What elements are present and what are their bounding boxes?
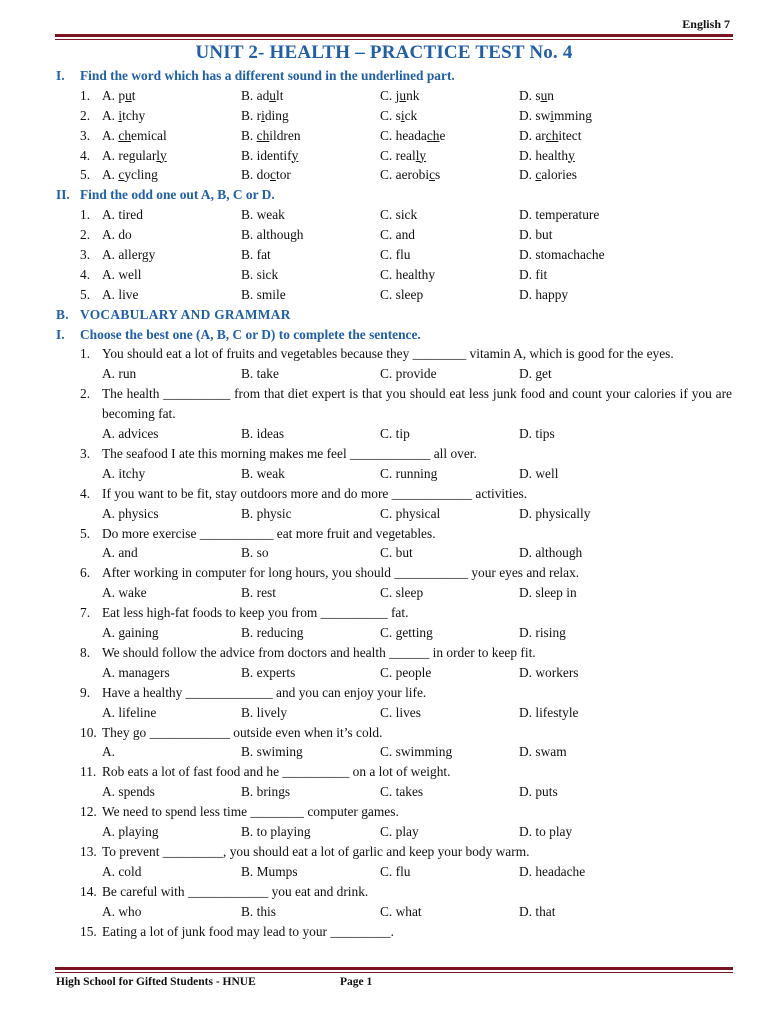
answer-options [56, 902, 732, 922]
answer-option: A. advices [102, 426, 159, 442]
answer-option-a [102, 86, 241, 106]
answer-option: C. and [380, 227, 415, 243]
answer-options [102, 285, 659, 305]
footer-page-number: Page 1 [340, 976, 373, 988]
option-text: D. health [519, 147, 569, 163]
question-text: To prevent _________, you should eat a lot of garlic and keep your body warm. [102, 843, 530, 859]
answer-option: C. lives [380, 704, 421, 720]
question-number: 2. [80, 386, 91, 402]
underlined-part: ly [415, 147, 427, 163]
answer-option: C. getting [380, 625, 433, 641]
option-text: s [435, 167, 441, 183]
question-number-cell [56, 802, 102, 822]
answer-option: B. to playing [241, 824, 311, 840]
answer-option: D. happy [519, 286, 569, 302]
question-number: 1. [80, 346, 91, 362]
question [56, 524, 732, 544]
question-number-cell [56, 384, 102, 424]
answer-option-b [241, 126, 380, 146]
question-number: 13. [80, 843, 97, 859]
answer-option-c [380, 106, 519, 126]
answer-option: A. itchy [102, 465, 146, 481]
option-text: C. s [380, 107, 401, 123]
question-number: 3. [80, 247, 91, 263]
question-number: 4. [80, 266, 91, 282]
question-number: 4. [80, 147, 91, 163]
answer-option: D. swam [519, 744, 567, 760]
answer-options [102, 146, 659, 166]
answer-options [102, 86, 659, 106]
answer-options [56, 424, 732, 444]
answer-option-d [519, 165, 659, 185]
footer-divider [55, 967, 733, 970]
question [56, 603, 732, 623]
question-text: Rob eats a lot of fast food and he __________ on a lot of weight. [102, 764, 451, 780]
underlined-part: i [400, 107, 405, 123]
question-row [56, 245, 732, 265]
answer-option-a [102, 146, 241, 166]
underlined-part: i [550, 107, 554, 123]
question [56, 484, 732, 504]
option-text: alories [541, 167, 578, 183]
question [56, 723, 732, 743]
underlined-part: y [568, 147, 575, 163]
question-number-cell [56, 285, 102, 305]
question-text: Be careful with ____________ you eat and drink. [102, 883, 369, 899]
answer-options [102, 106, 659, 126]
underlined-part: ch [545, 127, 559, 143]
answer-option: D. temperature [519, 207, 600, 223]
answer-option: C. flu [380, 863, 411, 879]
question-number-cell [56, 245, 102, 265]
question-number-cell [56, 563, 102, 583]
question-text: If you want to be fit, stay outdoors more and do more ____________ activities. [102, 485, 528, 501]
option-text: tor [275, 167, 291, 183]
answer-option: D. lifestyle [519, 704, 579, 720]
page-title: UNIT 2- HEALTH – PRACTICE TEST No. 4 [195, 42, 573, 63]
option-text: tchy [122, 107, 146, 123]
answer-option: A. playing [102, 824, 159, 840]
question-number: 5. [80, 286, 91, 302]
underlined-part: i [118, 107, 123, 123]
question-row [56, 285, 732, 305]
answer-option: A. [102, 744, 116, 760]
underlined-part: ch [256, 127, 270, 143]
answer-options [56, 822, 732, 842]
answer-option-c [380, 86, 519, 106]
worksheet-content [56, 66, 732, 941]
option-text: B. r [241, 107, 262, 123]
underlined-part: y [291, 147, 299, 163]
question-number-cell [56, 842, 102, 862]
option-text: B. identif [241, 147, 292, 163]
answer-option: D. to play [519, 824, 573, 840]
question-text: They go ____________ outside even when it’s cold. [102, 724, 383, 740]
answer-option-b [241, 165, 380, 185]
answer-option: D. headache [519, 863, 586, 879]
answer-option: B. this [241, 903, 276, 919]
question-number-cell [56, 265, 102, 285]
option-text: A. p [102, 87, 126, 103]
answer-option: B. physic [241, 505, 292, 521]
option-text: C. aerobi [380, 167, 430, 183]
section-title: Find the word which has a different sound in the underlined part. [80, 68, 455, 83]
question-number-cell [56, 643, 102, 663]
question-number: 1. [80, 207, 91, 223]
question-number: 3. [80, 127, 91, 143]
option-text: mming [553, 107, 592, 123]
answer-options [102, 205, 659, 225]
question-number-cell [56, 225, 102, 245]
question-row [56, 205, 732, 225]
option-text: A. [102, 107, 119, 123]
answer-option-a [102, 165, 241, 185]
question-number: 10. [80, 724, 97, 740]
option-text: D. s [519, 87, 541, 103]
answer-option: C. play [380, 824, 419, 840]
answer-option: B. fat [241, 247, 271, 263]
question [56, 444, 732, 464]
footer-divider-thin [55, 972, 733, 973]
question-row [56, 146, 732, 166]
answer-option-b [241, 146, 380, 166]
answer-option: B. take [241, 366, 279, 382]
question-text: Eat less high-fat foods to keep you from __________ fat. [102, 605, 409, 621]
question-number: 4. [80, 485, 91, 501]
answer-option: D. fit [519, 266, 548, 282]
answer-options [56, 782, 732, 802]
option-text: t [131, 87, 136, 103]
question [56, 882, 732, 902]
option-text: A. [102, 127, 119, 143]
question-number: 7. [80, 605, 91, 621]
answer-option: A. cold [102, 863, 142, 879]
question-text: After working in computer for long hours, you should ___________ your eyes and relax. [102, 565, 580, 581]
question-number: 3. [80, 445, 91, 461]
underlined-part: c [270, 167, 276, 183]
answer-option: B. lively [241, 704, 288, 720]
question-number: 5. [80, 525, 91, 541]
question [56, 922, 732, 942]
underlined-part: u [540, 87, 548, 103]
answer-option: B. brings [241, 784, 291, 800]
answer-option: B. smile [241, 286, 286, 302]
answer-option: D. workers [519, 664, 579, 680]
answer-option: D. physically [519, 505, 591, 521]
answer-options [102, 126, 659, 146]
answer-option: B. sick [241, 266, 279, 282]
answer-options [56, 464, 732, 484]
answer-options [102, 265, 659, 285]
underlined-part: i [261, 107, 265, 123]
answer-options [102, 245, 659, 265]
option-text: C. heada [380, 127, 427, 143]
question-number-cell [56, 603, 102, 623]
question-number-cell [56, 762, 102, 782]
answer-option: D. sleep in [519, 585, 577, 601]
underlined-part: c [118, 167, 125, 183]
question [56, 683, 732, 703]
answer-option: B. weak [241, 207, 285, 223]
answer-option: A. spends [102, 784, 155, 800]
answer-option: D. well [519, 465, 559, 481]
answer-option: D. puts [519, 784, 558, 800]
answer-option-d [519, 86, 659, 106]
answer-option: D. tips [519, 426, 555, 442]
section-title: Choose the best one (A, B, C or D) to complete the sentence. [80, 326, 421, 342]
question-number-cell [56, 106, 102, 126]
option-text: D. sw [519, 107, 551, 123]
answer-option-c [380, 165, 519, 185]
question-row [56, 86, 732, 106]
answer-option: B. ideas [241, 426, 285, 442]
answer-option: A. lifeline [102, 704, 157, 720]
question-row [56, 165, 732, 185]
question-number-cell [56, 524, 102, 544]
answer-options [56, 703, 732, 723]
answer-option: B. so [241, 545, 269, 561]
option-text: ildren [269, 127, 301, 143]
question-number-cell [56, 444, 102, 464]
question-text: The health __________ from that diet expert is that you should eat less junk food and count your calories if you are becoming fat. [102, 386, 732, 422]
question-number-cell [56, 86, 102, 106]
question-text: We need to spend less time ________ computer games. [102, 804, 399, 820]
option-text: A. [102, 167, 119, 183]
answer-option: D. rising [519, 625, 566, 641]
section-number: I. [56, 68, 65, 83]
answer-option: C. provide [380, 366, 437, 382]
question-number-cell [56, 922, 102, 942]
answer-option: A. live [102, 286, 139, 302]
answer-option: C. sick [380, 207, 418, 223]
answer-option: A. and [102, 545, 138, 561]
question-number: 11. [80, 764, 97, 780]
answer-option: C. swimming [380, 744, 453, 760]
underlined-part: c [535, 167, 542, 183]
question-text: Eating a lot of junk food may lead to your _________. [102, 923, 394, 939]
underlined-part: c [429, 167, 436, 183]
answer-option: A. allergy [102, 247, 156, 263]
underlined-part: ly [156, 147, 167, 163]
option-text: C. j [380, 87, 400, 103]
section-title: Find the odd one out A, B, C or D. [80, 187, 275, 203]
answer-options [56, 862, 732, 882]
answer-option-d [519, 146, 659, 166]
question-row [56, 126, 732, 146]
section-heading-multiple-choice [56, 325, 732, 345]
question-number-cell [56, 723, 102, 743]
question-text: You should eat a lot of fruits and vegetables because they ________ vitamin A, which is good for the eyes. [102, 346, 674, 362]
answer-option: B. swiming [241, 744, 303, 760]
question-number: 6. [80, 565, 91, 581]
section-title: VOCABULARY AND GRAMMAR [80, 306, 291, 322]
answer-option: B. weak [241, 465, 285, 481]
section-number: II. [56, 187, 70, 203]
question-text: Have a healthy _____________ and you can enjoy your life. [102, 684, 427, 700]
header-subject: English 7 [682, 17, 730, 31]
question [56, 643, 732, 663]
question-text: We should follow the advice from doctors and health ______ in order to keep fit. [102, 644, 536, 660]
option-text: ycling [124, 167, 158, 183]
question-number: 14. [80, 883, 97, 899]
option-text: itect [558, 127, 582, 143]
answer-option-d [519, 106, 659, 126]
answer-option: C. sleep [380, 286, 424, 302]
answer-option: C. but [380, 545, 413, 561]
section-heading-odd-one-out [56, 185, 732, 205]
answer-option: B. experts [241, 664, 296, 680]
answer-option: A. physics [102, 505, 159, 521]
answer-option-a [102, 126, 241, 146]
answer-option: A. do [102, 227, 132, 243]
answer-option: A. gaining [102, 625, 159, 641]
option-text: n [547, 87, 554, 103]
section-heading-vocabulary-grammar [56, 305, 732, 325]
question [56, 344, 732, 364]
answer-options [102, 225, 659, 245]
question [56, 563, 732, 583]
answer-option: D. stomachache [519, 247, 605, 263]
question-number: 12. [80, 804, 97, 820]
option-text: A. regular [102, 147, 157, 163]
answer-option: C. physical [380, 505, 441, 521]
underlined-part: u [269, 87, 276, 103]
question-number-cell [56, 484, 102, 504]
answer-option: A. tired [102, 207, 143, 223]
question-text: The seafood I ate this morning makes me feel ____________ all over. [102, 445, 477, 461]
question-number-cell [56, 344, 102, 364]
question-number: 5. [80, 167, 91, 183]
answer-option: B. rest [241, 585, 276, 601]
section-number: I. [56, 326, 65, 342]
option-text: e [439, 127, 446, 143]
question-number: 8. [80, 644, 91, 660]
footer-school-name: High School for Gifted Students - HNUE [56, 976, 256, 988]
underlined-part: u [125, 87, 132, 103]
question [56, 384, 732, 424]
answer-option: C. what [380, 903, 422, 919]
answer-option: B. reducing [241, 625, 304, 641]
answer-options [56, 742, 732, 762]
option-text: D. [519, 167, 536, 183]
answer-option-c [380, 126, 519, 146]
answer-options [56, 623, 732, 643]
question [56, 842, 732, 862]
answer-option: D. but [519, 227, 553, 243]
answer-option: C. running [380, 465, 438, 481]
answer-option: C. tip [380, 426, 410, 442]
answer-option: C. healthy [380, 266, 436, 282]
answer-option-d [519, 126, 659, 146]
option-text: nk [406, 87, 420, 103]
question-number-cell [56, 205, 102, 225]
option-text: B. do [241, 167, 271, 183]
answer-option: A. well [102, 266, 142, 282]
question-number-cell [56, 882, 102, 902]
answer-option: A. managers [102, 664, 170, 680]
question-row [56, 225, 732, 245]
question-number-cell [56, 146, 102, 166]
answer-option: B. although [241, 227, 304, 243]
answer-option: C. sleep [380, 585, 424, 601]
answer-option: D. although [519, 545, 583, 561]
answer-option: A. wake [102, 585, 147, 601]
answer-option: B. Mumps [241, 863, 298, 879]
answer-option: D. get [519, 366, 552, 382]
answer-option-a [102, 106, 241, 126]
question-number: 15. [80, 923, 97, 939]
answer-option: C. flu [380, 247, 411, 263]
question-number: 1. [80, 87, 91, 103]
question-number: 9. [80, 684, 91, 700]
answer-options [56, 583, 732, 603]
option-text: B. ad [241, 87, 270, 103]
option-text: B. [241, 127, 257, 143]
question-number-cell [56, 126, 102, 146]
question-number-cell [56, 165, 102, 185]
underlined-part: ch [426, 127, 440, 143]
answer-options [56, 504, 732, 524]
option-text: emical [131, 127, 167, 143]
option-text: ck [404, 107, 418, 123]
section-heading-pronunciation [56, 66, 732, 86]
question-text: Do more exercise ___________ eat more fruit and vegetables. [102, 525, 436, 541]
answer-option: C. people [380, 664, 432, 680]
answer-option-b [241, 86, 380, 106]
header-divider [55, 34, 733, 37]
underlined-part: ch [118, 127, 132, 143]
question-number: 2. [80, 227, 91, 243]
question-row [56, 265, 732, 285]
question-row [56, 106, 732, 126]
answer-options [102, 165, 659, 185]
answer-option: C. takes [380, 784, 424, 800]
question-number-cell [56, 683, 102, 703]
answer-options [56, 364, 732, 384]
section-number: B. [56, 306, 69, 322]
answer-option: D. that [519, 903, 556, 919]
answer-option-c [380, 146, 519, 166]
answer-options [56, 663, 732, 683]
header-divider-thin [55, 39, 733, 40]
answer-options [56, 543, 732, 563]
option-text: ding [264, 107, 289, 123]
question [56, 802, 732, 822]
option-text: C. real [380, 147, 416, 163]
option-text: lt [275, 87, 284, 103]
underlined-part: u [399, 87, 407, 103]
question [56, 762, 732, 782]
option-text: D. ar [519, 127, 546, 143]
answer-option: A. run [102, 366, 137, 382]
answer-option: A. who [102, 903, 142, 919]
question-number: 2. [80, 107, 91, 123]
answer-option-b [241, 106, 380, 126]
